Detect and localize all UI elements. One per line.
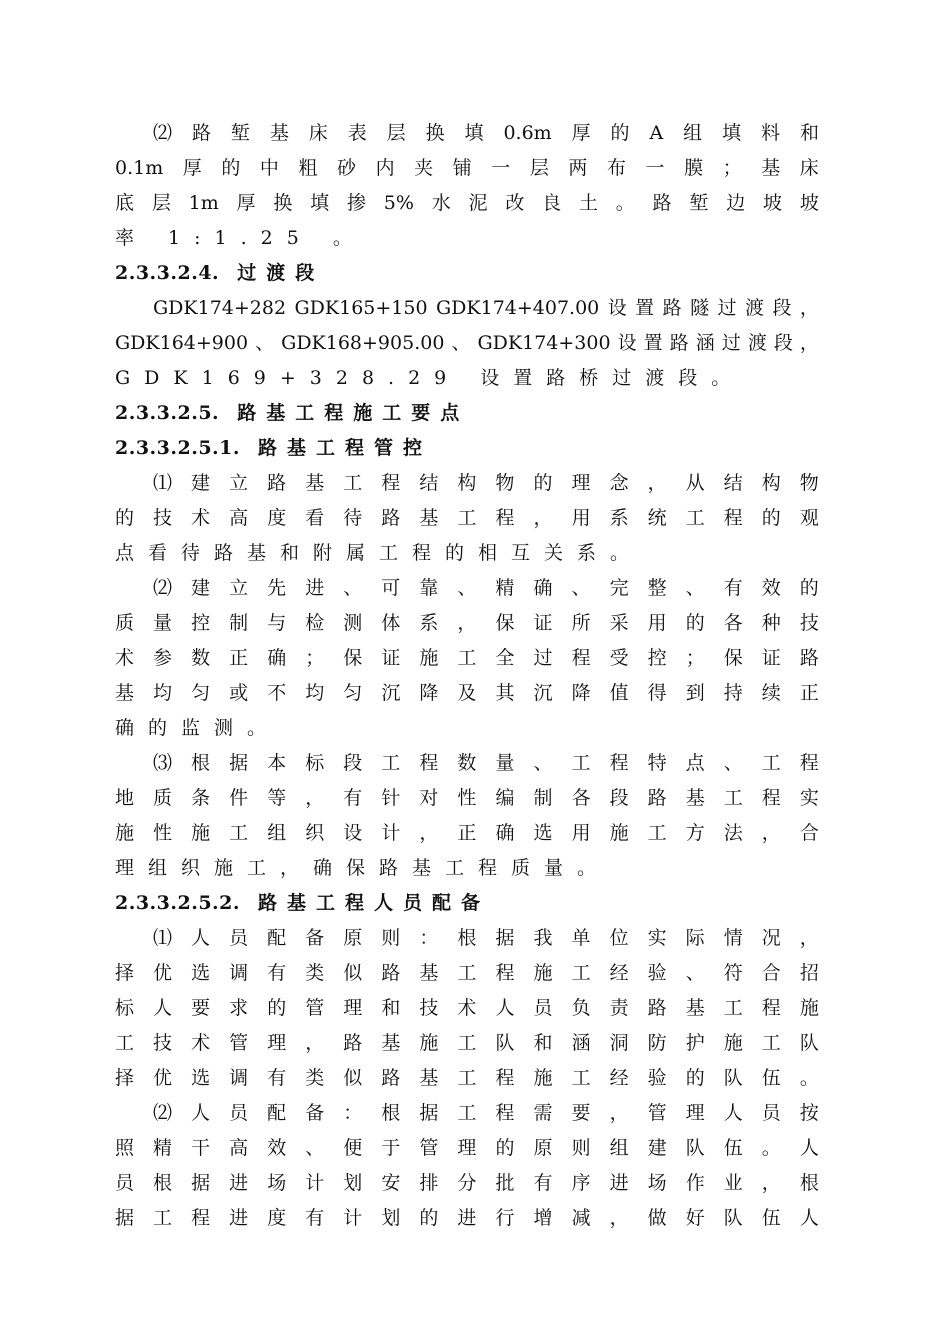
paragraph-line: ⑶ 根 据 本 标 段 工 程 数 量 、 工 程 特 点 、 工 程 bbox=[153, 752, 819, 774]
paragraph-line: ⑵ 建 立 先 进 、 可 靠 、 精 确 、 完 整 、 有 效 的 bbox=[153, 577, 819, 599]
section-title: 过渡段 bbox=[237, 262, 325, 284]
paragraph-line: 的 技 术 高 度 看 待 路 基 工 程 ， 用 系 统 工 程 的 观 bbox=[115, 507, 819, 529]
paragraph-line: 标 人 要 求 的 管 理 和 技 术 人 员 负 责 路 基 工 程 施 bbox=[115, 997, 819, 1019]
paragraph-line: ⑵ 人 员 配 备 ： 根 据 工 程 需 要 ， 管 理 人 员 按 bbox=[153, 1102, 819, 1124]
section-title: 路基工程施工要点 bbox=[237, 402, 470, 424]
paragraph-line: 术 参 数 正 确 ； 保 证 施 工 全 过 程 受 控 ； 保 证 路 bbox=[115, 647, 819, 669]
section-heading bbox=[115, 886, 819, 921]
paragraph-line: 0.1m 厚 的 中 粗 砂 内 夹 铺 一 层 两 布 一 膜 ； 基 床 bbox=[115, 157, 819, 179]
paragraph-line: 工 技 术 管 理 ， 路 基 施 工 队 和 涵 洞 防 护 施 工 队 bbox=[115, 1032, 819, 1054]
paragraph-line: 员 根 据 进 场 计 划 安 排 分 批 有 序 进 场 作 业 ， 根 bbox=[115, 1172, 819, 1194]
paragraph-line: 基 均 匀 或 不 均 匀 沉 降 及 其 沉 降 值 得 到 持 续 正 bbox=[115, 682, 819, 704]
document-body bbox=[115, 116, 819, 1236]
paragraph-line: 率 1:1.25 。 bbox=[115, 227, 366, 249]
paragraph-line: 地 质 条 件 等 ， 有 针 对 性 编 制 各 段 路 基 工 程 实 bbox=[115, 787, 819, 809]
paragraph-line: 质 量 控 制 与 检 测 体 系 ， 保 证 所 采 用 的 各 种 技 bbox=[115, 612, 819, 634]
paragraph-line: ⑴ 建 立 路 基 工 程 结 构 物 的 理 念 ， 从 结 构 物 bbox=[153, 472, 819, 494]
paragraph-line: 择 优 选 调 有 类 似 路 基 工 程 施 工 经 验 的 队 伍 。 bbox=[115, 1067, 819, 1089]
paragraph-line: 底 层 1m 厚 换 填 掺 5% 水 泥 改 良 土 。 路 堑 边 坡 坡 bbox=[115, 192, 819, 214]
section-title: 路基工程人员配备 bbox=[258, 892, 491, 914]
paragraph-line: 照 精 干 高 效 、 便 于 管 理 的 原 则 组 建 队 伍 。 人 bbox=[115, 1137, 819, 1159]
section-number: 2.3.3.2.5. bbox=[115, 402, 220, 424]
paragraph-line: ⑴ 人 员 配 备 原 则 ： 根 据 我 单 位 实 际 情 况 ， bbox=[153, 927, 819, 949]
paragraph-line: GDK174+282 GDK165+150 GDK174+407.00 设 置 路 隧 过 渡 段 ， bbox=[153, 297, 819, 319]
paragraph-line: GDK164+900 、 GDK168+905.00 、 GDK174+300 设 置 路 涵 过 渡 段 ， bbox=[115, 332, 819, 354]
section-heading bbox=[115, 256, 819, 291]
paragraph-line: 择 优 选 调 有 类 似 路 基 工 程 施 工 经 验 、 符 合 招 bbox=[115, 962, 819, 984]
section-heading bbox=[115, 431, 819, 466]
paragraph-line: 确的监测。 bbox=[115, 717, 281, 739]
paragraph-line: ⑵ 路 堑 基 床 表 层 换 填 0.6m 厚 的 A 组 填 料 和 bbox=[153, 122, 819, 144]
paragraph-line: GDK169+328.29 设置路桥过渡段。 bbox=[115, 367, 745, 389]
section-number: 2.3.3.2.5.1. bbox=[115, 437, 241, 459]
section-title: 路基工程管控 bbox=[258, 437, 433, 459]
paragraph-line: 施 性 施 工 组 织 设 计 ， 正 确 选 用 施 工 方 法 ， 合 bbox=[115, 822, 819, 844]
section-number: 2.3.3.2.4. bbox=[115, 262, 220, 284]
section-heading bbox=[115, 396, 819, 431]
paragraph-line: 据 工 程 进 度 有 计 划 的 进 行 增 减 ， 做 好 队 伍 人 bbox=[115, 1207, 819, 1229]
paragraph-line: 理组织施工，确保路基工程质量。 bbox=[115, 857, 611, 879]
section-number: 2.3.3.2.5.2. bbox=[115, 892, 241, 914]
paragraph-line: 点看待路基和附属工程的相互关系。 bbox=[115, 542, 644, 564]
